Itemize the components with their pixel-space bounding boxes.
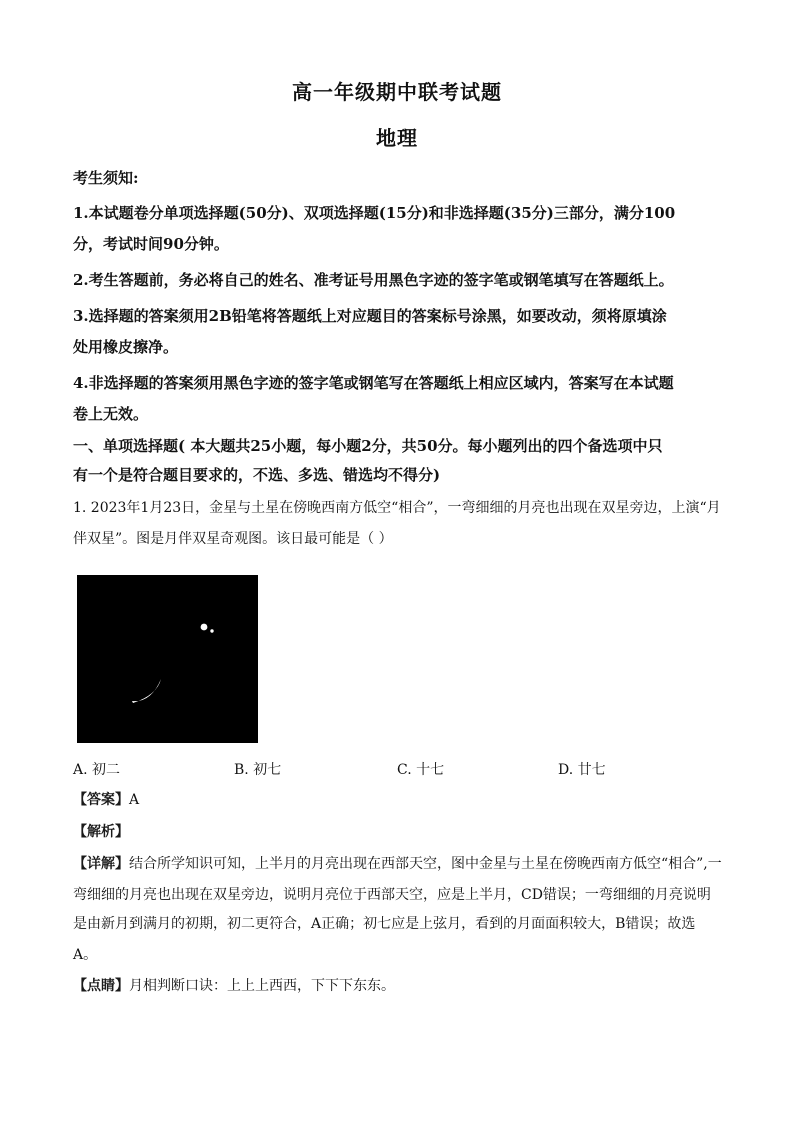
answer-value: A [129, 792, 140, 808]
instruction-item-1-line-2: 分，考试时间90分钟。 [73, 235, 229, 253]
option-c[interactable] [397, 760, 444, 780]
instruction-item-4-line-2: 卷上无效。 [73, 405, 149, 423]
tip-tag: 【点睛】 [73, 978, 129, 994]
exam-title: 高一年级期中联考试题 [292, 80, 502, 104]
option-c-text: 十七 [416, 762, 445, 778]
instruction-item-3-line-2: 处用橡皮擦净。 [73, 338, 179, 356]
venus-dot [201, 624, 208, 631]
instruction-item-3-line-1: 3.选择题的答案须用2B铅笔将答题纸上对应题目的答案标号涂黑，如要改动，须将原填涂 [73, 307, 667, 325]
option-a-text: 初二 [92, 762, 121, 778]
question-1-stem-line-1: 1. 2023年1月23日，金星与土星在傍晚西南方低空“相合”，一弯细细的月亮也出现在双星旁边，上演“月 [73, 500, 721, 516]
option-d-letter: D. [558, 762, 574, 778]
answer-tag: 【答案】 [73, 792, 129, 808]
answer-line [73, 790, 723, 810]
section-heading-line-1: 一、单项选择题( 本大题共25小题，每小题2分，共50分。每小题列出的四个备选项中只 [73, 437, 663, 455]
option-b-text: 初七 [253, 762, 282, 778]
detail-line-1 [73, 854, 723, 874]
instruction-item-1-line-1: 1.本试题卷分单项选择题(50分)、双项选择题(15分)和非选择题(35分)三部分，满分100 [73, 204, 676, 222]
option-b[interactable] [234, 760, 281, 780]
analysis-tag: 【解析】 [73, 824, 129, 840]
detail-tag: 【详解】 [73, 856, 129, 872]
detail-line-2: 弯细细的月亮也出现在双星旁边，说明月亮位于西部天空，应是上半月，CD错误；一弯细细的月亮说明 [73, 887, 711, 903]
option-a-letter: A. [73, 762, 88, 778]
option-d[interactable] [558, 760, 606, 780]
option-d-text: 廿七 [577, 762, 606, 778]
night-sky-image [77, 575, 258, 743]
detail-text-1: 结合所学知识可知，上半月的月亮出现在西部天空，图中金星与土星在傍晚西南方低空“相合”,一 [129, 856, 722, 872]
option-c-letter: C. [397, 762, 412, 778]
option-b-letter: B. [234, 762, 249, 778]
detail-line-4: A。 [73, 947, 98, 963]
saturn-dot [210, 629, 213, 632]
tip-line [73, 976, 723, 996]
instruction-item-4-line-1: 4.非选择题的答案须用黑色字迹的签字笔或钢笔写在答题纸上相应区域内，答案写在本试题 [73, 374, 674, 392]
detail-line-3: 是由新月到满月的初期，初二更符合，A正确；初七应是上弦月，看到的月面面积较大，B错误；故选 [73, 916, 696, 932]
option-a[interactable] [73, 760, 120, 780]
question-1-stem-line-2: 伴双星”。图是月伴双星奇观图。该日最可能是（ ） [73, 531, 393, 547]
instruction-item-2: 2.考生答题前，务必将自己的姓名、准考证号用黑色字迹的签字笔或钢笔填写在答题纸上。 [73, 271, 674, 289]
tip-text: 月相判断口诀：上上上西西，下下下东东。 [129, 978, 395, 994]
instructions-heading: 考生须知: [73, 169, 139, 187]
subject-title: 地理 [376, 126, 418, 150]
section-heading-line-2: 有一个是符合题目要求的，不选、多选、错选均不得分) [73, 466, 441, 484]
moon-with-two-planets-figure [77, 575, 258, 743]
